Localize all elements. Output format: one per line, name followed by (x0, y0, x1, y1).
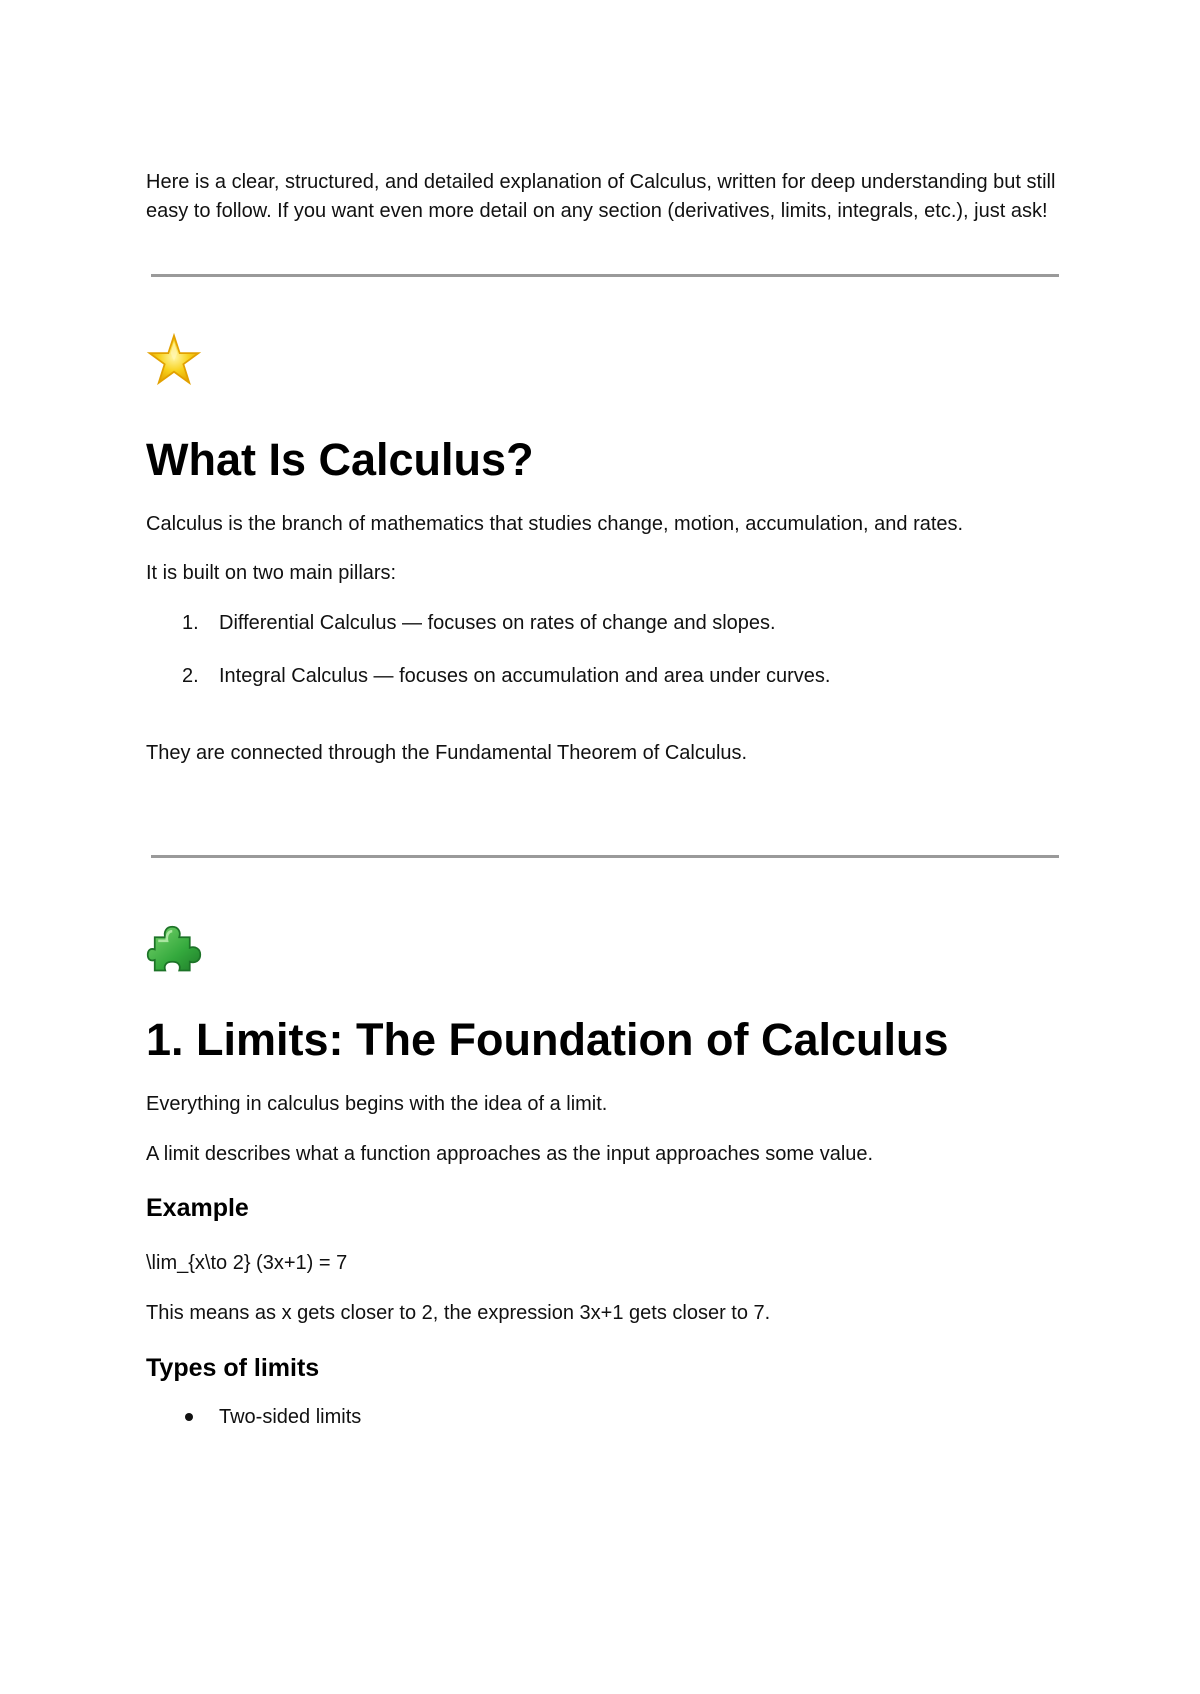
list-item: Integral Calculus — focuses on accumulation and area under curves. (219, 665, 831, 687)
paragraph: This means as x gets closer to 2, the expression 3x+1 gets closer to 7. (146, 1302, 771, 1324)
intro-paragraph: Here is a clear, structured, and detailed explanation of Calculus, written for deep understanding but still easy to follow. If you want even more detail on any section (derivatives, limits, integrals, etc.), just ask! (146, 171, 1056, 222)
paragraph: A limit describes what a function approaches as the input approaches some value. (146, 1143, 874, 1165)
subheading-example: Example (146, 1194, 249, 1222)
paragraph: They are connected through the Fundamental Theorem of Calculus. (146, 742, 748, 764)
formula-text: \lim_{x\to 2} (3x+1) = 7 (146, 1252, 348, 1274)
horizontal-rule (151, 855, 1059, 858)
bullet-list-item: Two-sided limits (219, 1406, 362, 1428)
paragraph: It is built on two main pillars: (146, 562, 397, 584)
paragraph: Everything in calculus begins with the idea of a limit. (146, 1093, 608, 1115)
section-title-what-is-calculus: What Is Calculus? (146, 434, 534, 485)
list-item: Differential Calculus — focuses on rates of change and slopes. (219, 612, 776, 634)
horizontal-rule (151, 274, 1059, 277)
section-title-limits: 1. Limits: The Foundation of Calculus (146, 1014, 949, 1065)
list-number: 2. (182, 665, 199, 687)
list-number: 1. (182, 612, 199, 634)
paragraph: Calculus is the branch of mathematics that studies change, motion, accumulation, and rates. (146, 513, 964, 535)
puzzle-piece-icon (146, 918, 202, 974)
bullet-dot (185, 1413, 193, 1421)
star-icon (146, 333, 202, 389)
subheading-types-of-limits: Types of limits (146, 1354, 320, 1382)
